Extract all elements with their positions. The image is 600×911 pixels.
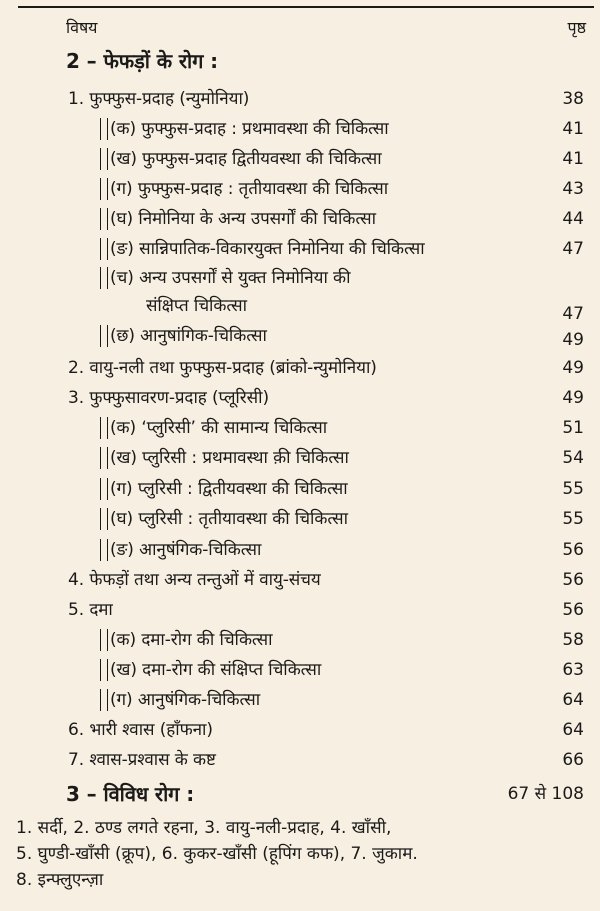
entry-page: 51 bbox=[562, 418, 584, 438]
entry-label: 6. भारी श्वास (हाँफना) bbox=[68, 720, 213, 740]
section-3-line: 5. घुण्डी-खाँसी (क्रूप), 6. कुकर-खाँसी (हूपिंग कफ), 7. जुकाम. bbox=[16, 844, 418, 864]
entry-label: (क) फुफ्फुस-प्रदाह : प्रथमावस्था की चिकित्सा bbox=[110, 119, 389, 139]
toc-entry bbox=[0, 264, 600, 292]
entry-label: 1. फुफ्फुस-प्रदाह (न्युमोनिया) bbox=[68, 89, 250, 109]
entry-page: 54 bbox=[562, 448, 584, 468]
toc-entry bbox=[0, 384, 600, 412]
entry-label: (घ) निमोनिया के अन्य उपसर्गों की चिकित्सा bbox=[110, 209, 376, 229]
entry-page: 63 bbox=[562, 660, 584, 680]
entry-page: 55 bbox=[562, 509, 584, 529]
entry-label: (घ) प्लुरिसी : तृतीयावस्था की चिकित्सा bbox=[110, 509, 348, 529]
entry-page: 47 bbox=[562, 239, 584, 259]
entry-label: (ख) प्लुरिसी : प्रथमावस्था क़ी चिकित्सा bbox=[110, 448, 349, 468]
entry-label: (क) दमा-रोग की चिकित्सा bbox=[110, 630, 273, 650]
entry-label: 3. फुफ्फुसावरण-प्रदाह (प्लूरिसी) bbox=[68, 388, 269, 408]
entry-page: 47 bbox=[562, 304, 584, 324]
left-bracket bbox=[100, 508, 108, 530]
left-bracket bbox=[100, 539, 108, 561]
entry-page: 41 bbox=[562, 119, 584, 139]
entry-label: (च) अन्य उपसर्गों से युक्त निमोनिया की bbox=[110, 268, 351, 288]
toc-entry bbox=[0, 205, 600, 233]
entry-label: (ङ) आनुषंगिक-चिकित्सा bbox=[110, 540, 262, 560]
toc-entry bbox=[0, 596, 600, 624]
toc-entry bbox=[0, 414, 600, 442]
section-2-title: 2 – फेफड़ों के रोग : bbox=[66, 49, 219, 73]
toc-entry bbox=[0, 656, 600, 684]
toc-entry bbox=[0, 626, 600, 654]
toc-entry bbox=[0, 85, 600, 113]
entry-page: 58 bbox=[562, 630, 584, 650]
toc-entry bbox=[0, 746, 600, 774]
entry-label: 7. श्वास-प्रश्वास के कष्ट bbox=[68, 750, 216, 770]
left-bracket bbox=[100, 447, 108, 469]
left-bracket bbox=[100, 689, 108, 711]
entry-page: 56 bbox=[562, 570, 584, 590]
toc-entry bbox=[0, 354, 600, 382]
entry-page: 56 bbox=[562, 600, 584, 620]
left-bracket bbox=[100, 238, 108, 260]
entry-page: 41 bbox=[562, 149, 584, 169]
toc-entry bbox=[0, 686, 600, 714]
entry-label: (ग) आनुषंगिक-चिकित्सा bbox=[110, 690, 261, 710]
entry-page: 56 bbox=[562, 540, 584, 560]
section-3-line: 1. सर्दी, 2. ठण्ड लगते रहना, 3. वायु-नली-प्रदाह, 4. खाँसी, bbox=[16, 818, 392, 838]
toc-entry bbox=[0, 235, 600, 263]
entry-page: 66 bbox=[562, 750, 584, 770]
left-bracket bbox=[100, 148, 108, 170]
section-3-body bbox=[16, 815, 592, 893]
left-bracket bbox=[100, 659, 108, 681]
entry-page: 43 bbox=[562, 179, 584, 199]
entry-page: 49 bbox=[562, 330, 584, 350]
entry-label: (ख) दमा-रोग की संक्षिप्त चिकित्सा bbox=[110, 660, 322, 680]
toc-entry bbox=[0, 322, 600, 350]
entry-label: (ङ) सान्निपातिक-विकारयुक्त निमोनिया की चिकित्सा bbox=[110, 239, 425, 259]
entry-label: संक्षिप्त चिकित्सा bbox=[146, 296, 247, 316]
left-bracket bbox=[100, 478, 108, 500]
top-rule bbox=[18, 6, 594, 8]
left-bracket bbox=[100, 178, 108, 200]
left-bracket bbox=[100, 267, 108, 289]
toc-entry bbox=[0, 475, 600, 503]
toc-entry bbox=[0, 716, 600, 744]
entry-page: 64 bbox=[562, 690, 584, 710]
left-bracket bbox=[100, 417, 108, 439]
toc-entry bbox=[0, 292, 600, 324]
toc-entry bbox=[0, 444, 600, 472]
subject-heading: विषय bbox=[66, 18, 98, 37]
toc-entry bbox=[0, 175, 600, 203]
section-3-title: 3 – विविध रोग : bbox=[66, 782, 195, 806]
entry-page: 49 bbox=[562, 358, 584, 378]
left-bracket bbox=[100, 208, 108, 230]
entry-label: (ख) फुफ्फुस-प्रदाह द्वितीयवस्था की चिकित्सा bbox=[110, 149, 382, 169]
toc-entry bbox=[0, 566, 600, 594]
entry-label: (छ) आनुषांगिक-चिकित्सा bbox=[110, 326, 267, 346]
toc-entry bbox=[0, 145, 600, 173]
toc-entry bbox=[0, 505, 600, 533]
entry-label: 4. फेफड़ों तथा अन्य तन्तुओं में वायु-संचय bbox=[68, 570, 321, 590]
section-2-title-row bbox=[0, 47, 600, 75]
entry-label: 5. दमा bbox=[68, 600, 113, 620]
toc-entry bbox=[0, 115, 600, 143]
section-3-line: 8. इन्फ्लुएन्ज़ा bbox=[16, 870, 104, 890]
header-row bbox=[0, 14, 600, 42]
left-bracket bbox=[100, 325, 108, 347]
entry-label: (क) ‘प्लुरिसी’ की सामान्य चिकित्सा bbox=[110, 418, 328, 438]
entry-label: (ग) प्लुरिसी : द्वितीयवस्था की चिकित्सा bbox=[110, 479, 348, 499]
toc-entry bbox=[0, 536, 600, 564]
entry-page: 49 bbox=[562, 388, 584, 408]
entry-page: 38 bbox=[562, 89, 584, 109]
entry-page: 44 bbox=[562, 209, 584, 229]
entry-page: 55 bbox=[562, 479, 584, 499]
page-heading: पृष्ठ bbox=[567, 18, 586, 37]
entry-page: 64 bbox=[562, 720, 584, 740]
entry-label: (ग) फुफ्फुस-प्रदाह : तृतीयावस्था की चिकित्सा bbox=[110, 179, 389, 199]
left-bracket bbox=[100, 629, 108, 651]
left-bracket bbox=[100, 118, 108, 140]
section-3-page-range: 67 से 108 bbox=[507, 784, 584, 804]
entry-label: 2. वायु-नली तथा फुफ्फुस-प्रदाह (ब्रांको-न्युमोनिया) bbox=[68, 358, 377, 378]
section-3-title-row bbox=[0, 780, 600, 808]
